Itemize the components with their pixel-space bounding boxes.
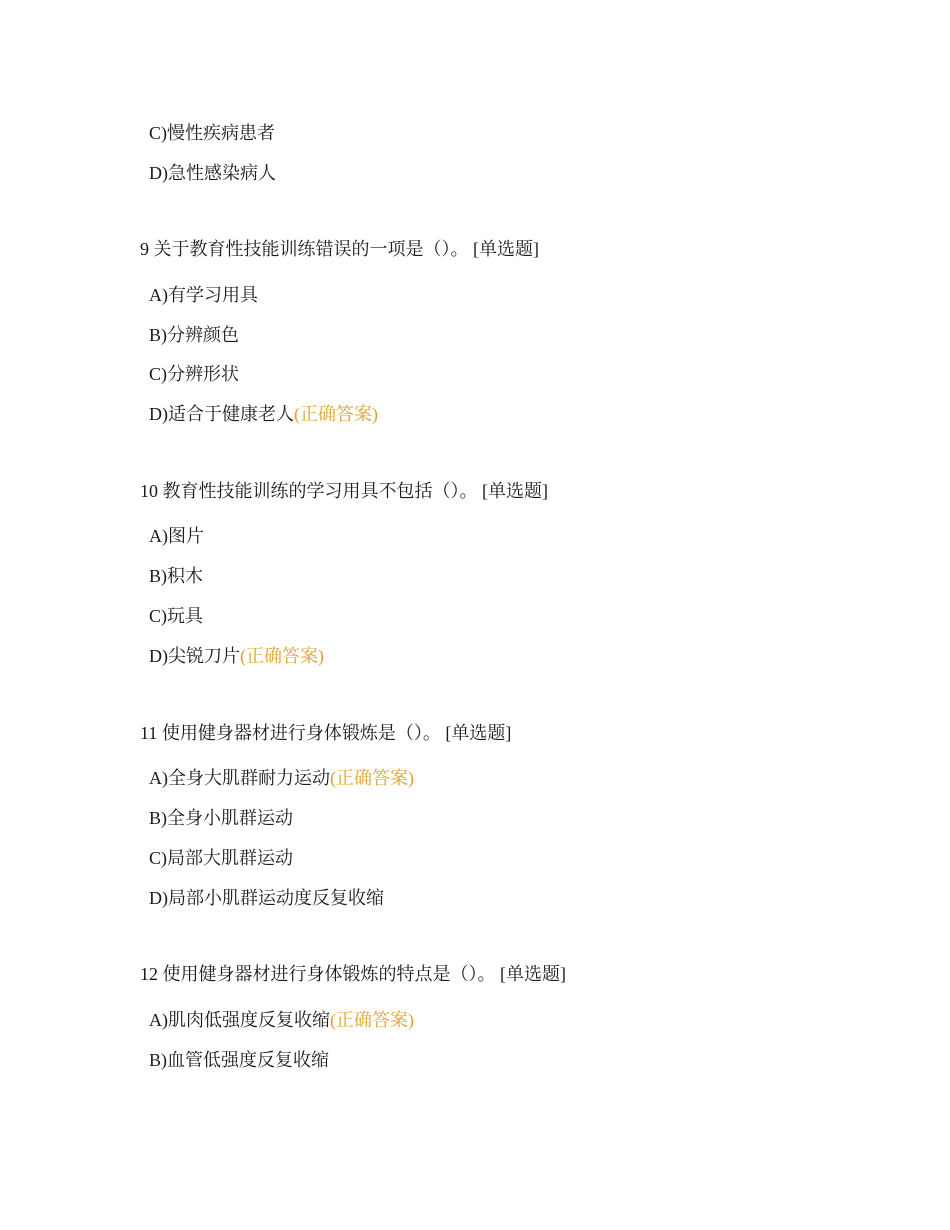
option-item [149, 283, 258, 307]
option-text: A)肌肉低强度反复收缩 [149, 1010, 330, 1030]
question-title [140, 479, 548, 503]
option-text: D)尖锐刀片 [149, 646, 240, 666]
option-text: A)全身大肌群耐力运动 [149, 768, 330, 788]
option-text: D)适合于健康老人 [149, 404, 294, 424]
correct-answer-marker: (正确答案) [330, 1010, 414, 1030]
option-item-correct [149, 402, 378, 426]
question-title [140, 962, 566, 986]
question-text: 9 关于教育性技能训练错误的一项是（）。 [单选题] [140, 239, 539, 259]
option-item [149, 886, 384, 910]
option-text: A)有学习用具 [149, 285, 258, 305]
option-text: B)积木 [149, 566, 203, 586]
option-item-correct [149, 1008, 414, 1032]
option-text: B)全身小肌群运动 [149, 808, 293, 828]
question-text: 11 使用健身器材进行身体锻炼是（）。 [单选题] [140, 723, 512, 743]
option-text: D)局部小肌群运动度反复收缩 [149, 888, 384, 908]
option-item [149, 846, 293, 870]
question-text: 10 教育性技能训练的学习用具不包括（）。 [单选题] [140, 481, 548, 501]
option-item [149, 564, 203, 588]
correct-answer-marker: (正确答案) [330, 768, 414, 788]
option-item [149, 524, 204, 548]
option-item-correct [149, 766, 414, 790]
option-text: B)血管低强度反复收缩 [149, 1050, 329, 1070]
option-text: C)慢性疾病患者 [149, 123, 275, 143]
option-item-correct [149, 644, 324, 668]
correct-answer-marker: (正确答案) [294, 404, 378, 424]
option-text: D)急性感染病人 [149, 163, 276, 183]
question-title [140, 237, 539, 261]
option-item [149, 323, 239, 347]
option-text: A)图片 [149, 526, 204, 546]
question-title [140, 721, 511, 745]
option-text: C)局部大肌群运动 [149, 848, 293, 868]
option-item [149, 161, 276, 185]
option-text: C)分辨形状 [149, 364, 239, 384]
correct-answer-marker: (正确答案) [240, 646, 324, 666]
option-item [149, 1048, 329, 1072]
option-text: B)分辨颜色 [149, 325, 239, 345]
option-text: C)玩具 [149, 606, 203, 626]
option-item [149, 604, 203, 628]
option-item [149, 362, 239, 386]
option-item [149, 806, 293, 830]
question-text: 12 使用健身器材进行身体锻炼的特点是（）。 [单选题] [140, 964, 566, 984]
option-item [149, 121, 275, 145]
